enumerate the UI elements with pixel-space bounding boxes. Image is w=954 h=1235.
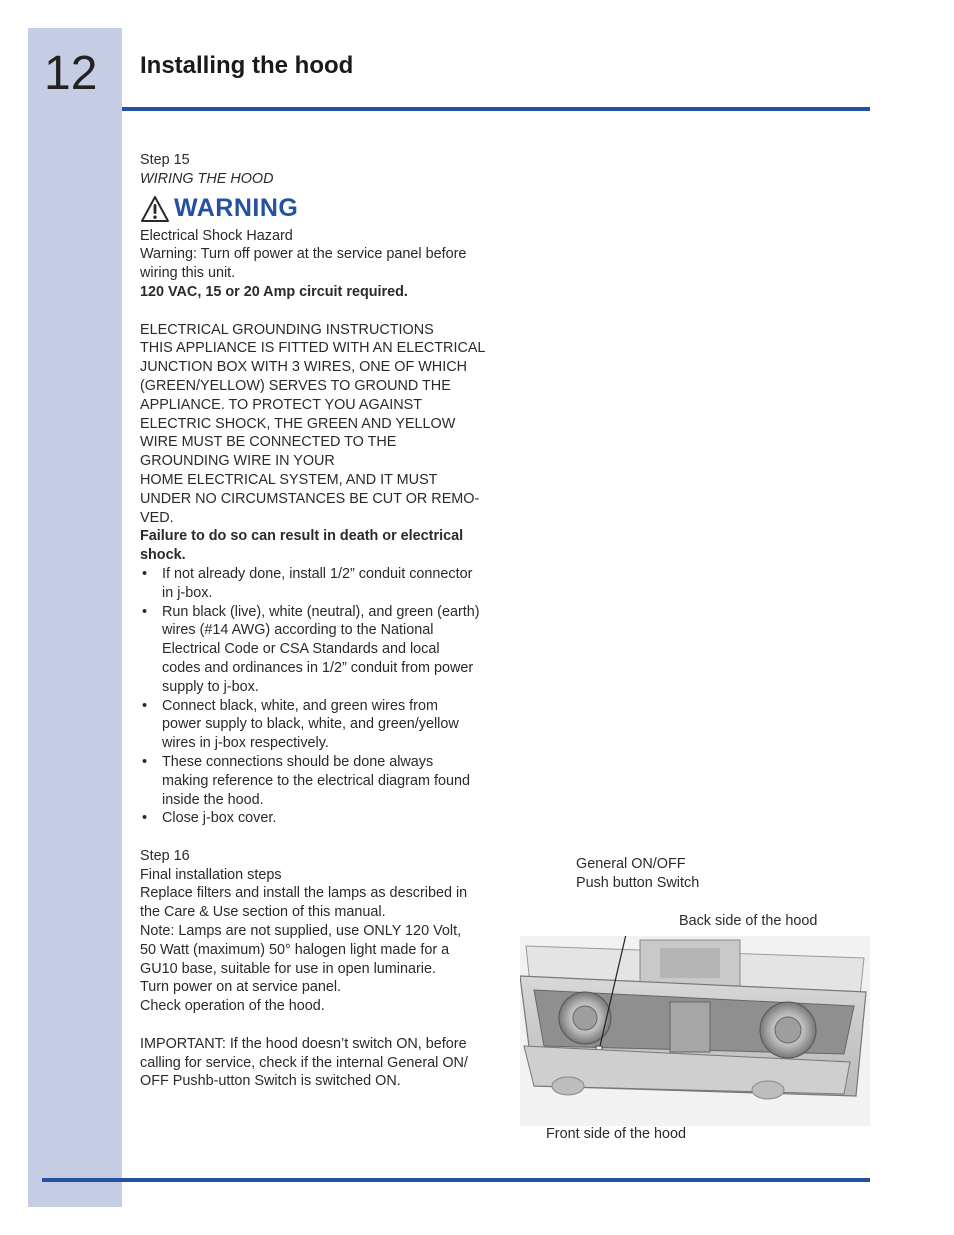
warning-triangle-icon: [140, 195, 170, 223]
page-title: Installing the hood: [140, 52, 354, 79]
grounding-line: GROUNDING WIRE IN YOUR: [140, 453, 335, 470]
important-line: OFF Pushb-utton Switch is switched ON.: [140, 1073, 401, 1090]
note-text: Lamps are not supplied, use ONLY 120 Volt,: [174, 923, 462, 940]
grounding-line: THIS APPLIANCE IS FITTED WITH AN ELECTRICAL: [140, 340, 486, 357]
note-label: Note:: [140, 923, 175, 940]
list-item-line: power supply to black, white, and green/yellow: [162, 716, 459, 733]
front-side-label: Front side of the hood: [546, 1126, 686, 1142]
note-line-3: [140, 960, 500, 979]
switch-label: [576, 855, 699, 893]
instructions-column: [140, 151, 500, 1091]
back-side-label: Back side of the hood: [679, 913, 818, 929]
list-item-line: making reference to the electrical diagram found: [162, 772, 470, 789]
list-item-line: • These connections should be done always: [162, 753, 434, 770]
grounding-heading: ELECTRICAL GROUNDING INSTRUCTIONS: [140, 321, 434, 338]
grounding-line: APPLIANCE. TO PROTECT YOU AGAINST: [140, 396, 423, 413]
list-item-line: wires in j-box respectively.: [162, 735, 329, 752]
list-item-line: Electrical Code or CSA Standards and local: [162, 641, 440, 658]
list-item-line: • Connect black, white, and green wires from: [162, 697, 438, 714]
warning-heading: WARNING: [174, 194, 299, 223]
step15-label: Step 15: [140, 152, 190, 168]
step16-subtitle: Final installation steps: [140, 866, 282, 883]
grounding-line: HOME ELECTRICAL SYSTEM, AND IT MUST: [140, 471, 438, 488]
note-text: .: [431, 960, 436, 977]
list-item-line: • If not already done, install 1/2” conduit connector: [162, 565, 473, 582]
grounding-line: UNDER NO CIRCUMSTANCES BE CUT OR REMO-: [140, 490, 480, 507]
list-item: [140, 809, 500, 828]
grounding-line: (GREEN/YELLOW) SERVES TO GROUND THE: [140, 377, 451, 394]
warning-line-2: wiring this unit.: [140, 265, 236, 282]
list-item-line: in j-box.: [162, 584, 213, 601]
wiring-steps-list: [140, 565, 500, 828]
switch-label-line: Push button Switch: [576, 874, 700, 891]
list-item-line: codes and ordinances in 1/2” conduit from power: [162, 659, 474, 676]
grounding-line: WIRE MUST BE CONNECTED TO THE: [140, 434, 397, 451]
hood-underside-photo: [520, 936, 870, 1126]
failure-line-1: Failure to do so can result in death or electrical: [140, 528, 464, 545]
note-line-1: [140, 922, 500, 941]
list-item-line: • Run black (live), white (neutral), and green (earth): [162, 603, 480, 620]
warning-line-1: Warning: Turn off power at the service panel before: [140, 246, 467, 263]
important-line: IMPORTANT: If the hood doesn’t switch ON, before: [140, 1035, 467, 1052]
switch-label-line: General ON/OFF: [576, 856, 686, 872]
check-text: Check operation of the hood.: [140, 998, 325, 1015]
step16-label: Step 16: [140, 847, 190, 864]
grounding-line: VED.: [140, 509, 174, 526]
circuit-requirement: 120 VAC, 15 or 20 Amp circuit required.: [140, 283, 408, 300]
list-item: [140, 697, 500, 753]
step16-line: Replace filters and install the lamps as described in: [140, 885, 468, 902]
step15-subtitle: WIRING THE HOOD: [140, 170, 274, 187]
power-on-text: Turn power on at service panel.: [140, 979, 342, 996]
warning-banner: [140, 193, 500, 225]
hazard-text: Electrical Shock Hazard: [140, 227, 293, 244]
note-text: GU10 base,: [140, 960, 221, 977]
left-sidebar-band: [28, 28, 122, 1207]
failure-line-2: shock.: [140, 547, 186, 564]
list-item-line: • Close j-box cover.: [162, 810, 277, 827]
list-item-line: inside the hood.: [162, 791, 264, 808]
important-line: calling for service, check if the internal General ON/: [140, 1054, 468, 1071]
list-item: [140, 753, 500, 809]
header-rule: [122, 107, 870, 111]
note-emphasis: suitable for use in open luminarie: [220, 960, 432, 977]
list-item: [140, 565, 500, 603]
note-line-2: 50 Watt (maximum) 50° halogen light made for a: [140, 941, 450, 958]
page-number: 12: [44, 47, 98, 100]
list-item: [140, 603, 500, 697]
list-item-line: wires (#14 AWG) according to the National: [162, 622, 434, 639]
footer-rule: [42, 1178, 870, 1182]
grounding-line: JUNCTION BOX WITH 3 WIRES, ONE OF WHICH: [140, 359, 467, 376]
list-item-line: supply to j-box.: [162, 678, 259, 695]
grounding-line: ELECTRIC SHOCK, THE GREEN AND YELLOW: [140, 415, 456, 432]
step16-line: the Care & Use section of this manual.: [140, 904, 386, 921]
